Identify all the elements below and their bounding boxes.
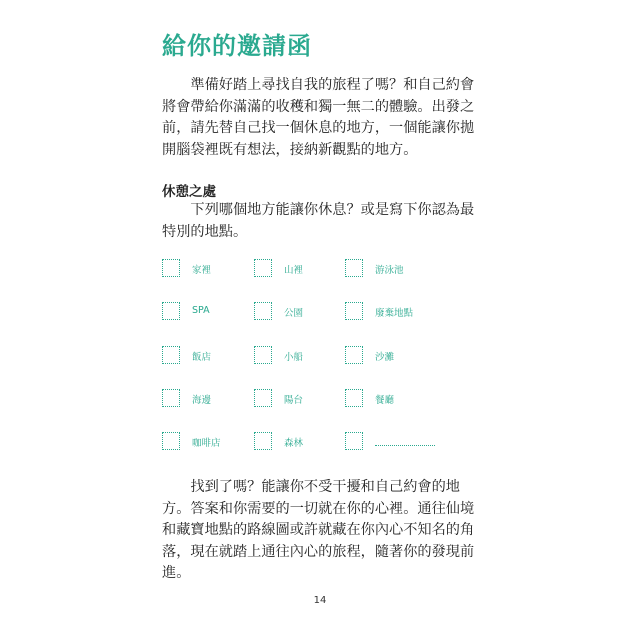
section-heading: 休憩之處 [162, 184, 216, 200]
checkbox[interactable] [162, 346, 180, 364]
option-label: 公園 [284, 308, 304, 319]
option-label: 沙灘 [375, 352, 395, 363]
option-label: 海邊 [192, 395, 212, 406]
option-label: 游泳池 [375, 265, 404, 276]
option-label: 森林 [284, 438, 304, 449]
checkbox[interactable] [162, 432, 180, 450]
page-title: 給你的邀請函 [162, 31, 312, 60]
option-label: 咖啡店 [192, 438, 221, 449]
page-number: 14 [313, 595, 327, 606]
option-label: 飯店 [192, 352, 212, 363]
checkbox[interactable] [162, 259, 180, 277]
checkbox[interactable] [254, 346, 272, 364]
option-label: 小船 [284, 352, 304, 363]
closing-paragraph: 找到了嗎？能讓你不受干擾和自己約會的地方。答案和你需要的一切就在你的心裡。通往仙境和藏寶地點的路線圖或許就藏在你內心不知名的角落，現在就踏上通往內心的旅程，隨著你的發現前進。 [162, 479, 475, 581]
option-label: SPA [192, 305, 210, 316]
checkbox[interactable] [162, 302, 180, 320]
checkbox[interactable] [345, 302, 363, 320]
checkbox[interactable] [345, 346, 363, 364]
checkbox[interactable] [162, 389, 180, 407]
write-in-field[interactable] [375, 445, 435, 446]
checkbox[interactable] [345, 432, 363, 450]
option-label: 廢棄地點 [375, 308, 414, 319]
checkbox[interactable] [345, 389, 363, 407]
checkbox[interactable] [345, 259, 363, 277]
option-label: 山裡 [284, 265, 304, 276]
checkbox[interactable] [254, 259, 272, 277]
checkbox[interactable] [254, 432, 272, 450]
section-prompt: 下列哪個地方能讓你休息？或是寫下你認為最特別的地點。 [162, 202, 475, 240]
option-label: 餐廳 [375, 395, 395, 406]
option-label: 家裡 [192, 265, 212, 276]
option-label: 陽台 [284, 395, 304, 406]
checkbox[interactable] [254, 302, 272, 320]
intro-paragraph: 準備好踏上尋找自我的旅程了嗎？和自己約會將會帶給你滿滿的收穫和獨一無二的體驗。出發之前，請先替自己找一個休息的地方，一個能讓你拋開腦袋裡既有想法，接納新觀點的地方。 [162, 77, 475, 158]
checkbox[interactable] [254, 389, 272, 407]
